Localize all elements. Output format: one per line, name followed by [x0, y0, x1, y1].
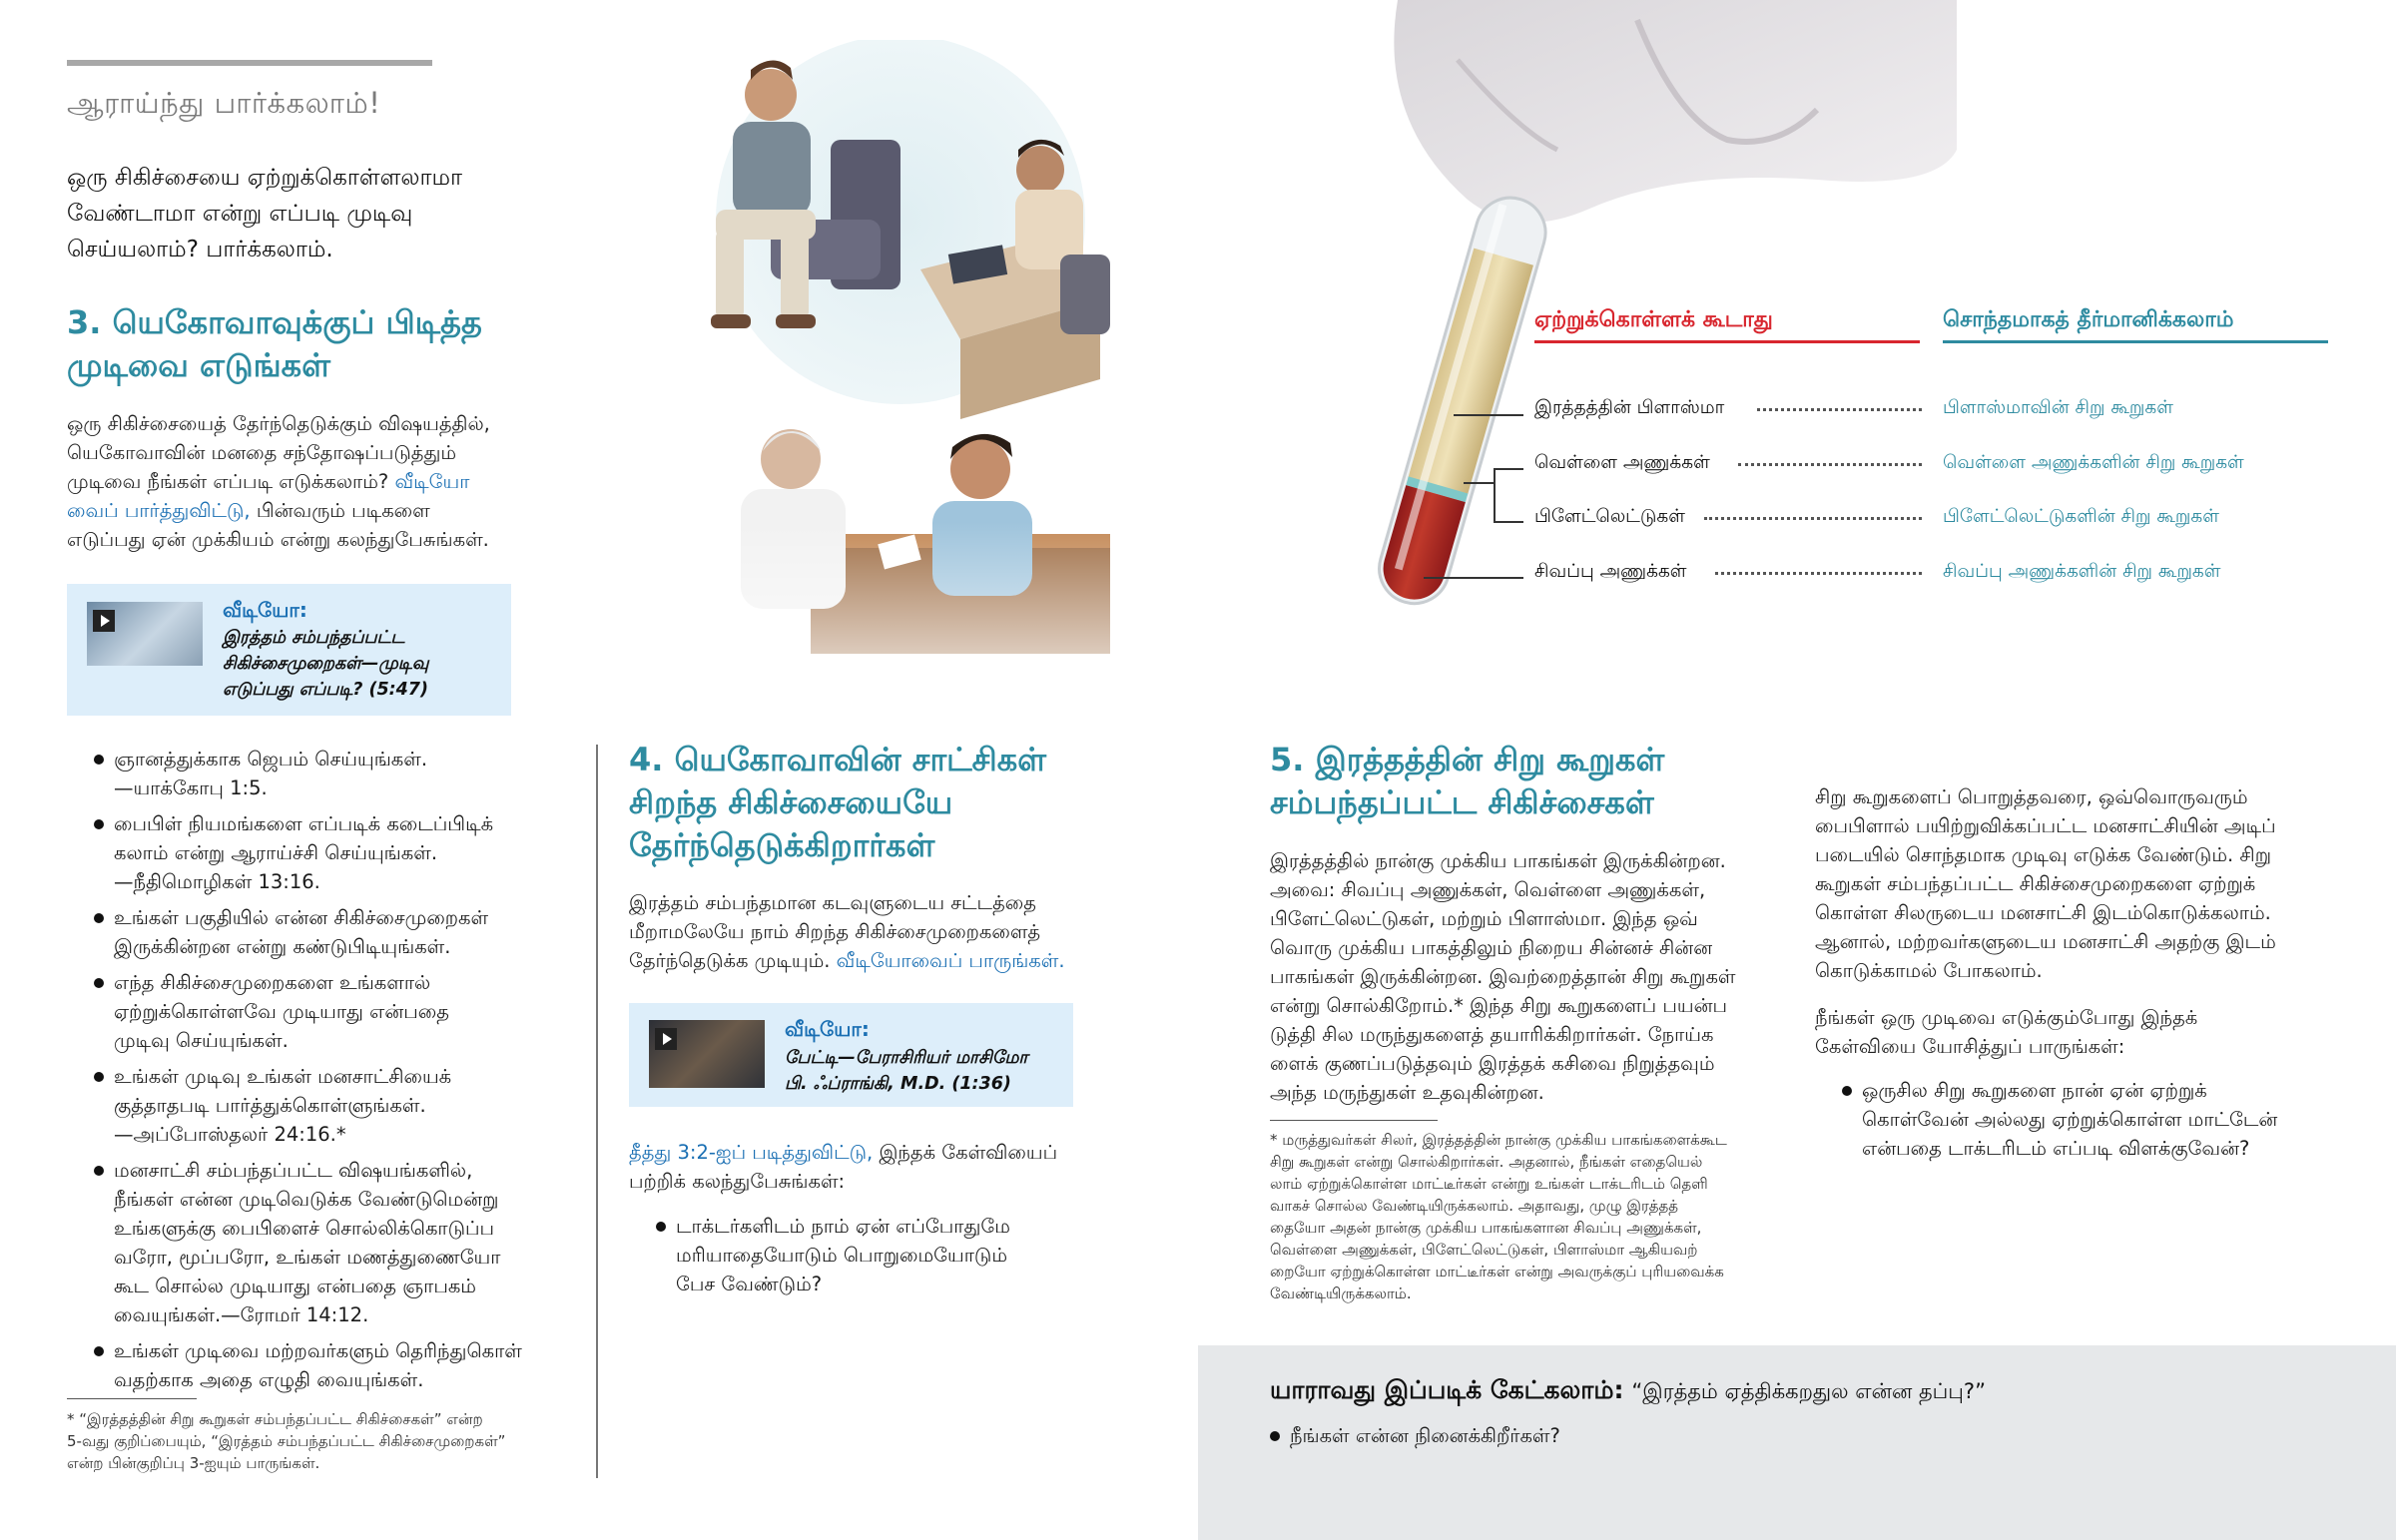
section-4-body: இரத்தம் சம்பந்தமான கடவுளுடைய சட்டத்தை மீறாமலேயே நாம் சிறந்த சிகிச்சைமுறைகளைத் தேர்ந்தெடுக்க முடியும். வீடியோவைப் பாருங்கள்.	[629, 891, 1065, 972]
section-5-prompt: நீங்கள் ஒரு முடிவை எடுக்கும்போது இந்தக் கேள்வியை யோசித்துப் பாருங்கள்:	[1815, 1006, 2198, 1058]
leader-dots	[1757, 408, 1922, 411]
chart-row-red-cells: சிவப்பு அணுக்கள் சிவப்பு அணுக்களின் சிறு கூறுகள்	[1534, 561, 2221, 582]
section-3-body: ஒரு சிகிச்சையைத் தேர்ந்தெடுக்கும் விஷயத்தில், யெகோவாவின் மனதை சந்தோஷப்படுத்தும் முடிவை நீங்கள் எப்படி எடுக்கலாம்? வீடியோ வைப் பார்த்துவிட்டு, பின்வரும் படிகளை எடுப்பது ஏன் முக்கியம் என்று கலந்துபேசுங்கள்.	[67, 412, 490, 551]
section-5-title-line: சம்பந்தப்பட்ட சிகிச்சைகள்	[1270, 783, 1654, 821]
step-item	[67, 903, 586, 961]
step-item	[67, 1156, 586, 1329]
section-3-title	[67, 301, 566, 387]
connector-line	[1494, 468, 1496, 522]
video-box-1[interactable]	[67, 584, 511, 716]
consultation-illustration	[621, 40, 1160, 729]
video-thumbnail[interactable]	[649, 1020, 765, 1088]
step-line: கூட சொல்ல முடியாது என்பதை ஞாபகம்	[114, 1275, 476, 1297]
video-title[interactable]: பேட்டி—பேராசிரியர் மாசிமோ பி. ஃப்ராங்கி, M.D. (1:36)	[785, 1048, 1028, 1094]
illustration-doctor-consultation	[621, 40, 1160, 729]
step-line: வையுங்கள்.—ரோமர் 14:12.	[114, 1303, 369, 1326]
step-item	[67, 809, 586, 896]
section-5-title	[1270, 739, 1829, 824]
chart-heading-not-acceptable: ஏற்றுக்கொள்ளக் கூடாது	[1534, 307, 1773, 332]
top-rule	[67, 60, 432, 66]
step-line: உங்கள் முடிவு உங்கள் மனசாட்சியைக்	[114, 1065, 452, 1088]
leader-dots	[1704, 517, 1922, 520]
connector-line	[1494, 468, 1523, 470]
step-line: பைபிள் நியமங்களை எப்படிக் கடைப்பிடிக்	[114, 812, 494, 835]
footnote-rule	[1270, 1120, 1438, 1121]
step-line: முடிவு செய்யுங்கள்.	[114, 1029, 289, 1052]
connector-line	[1454, 414, 1523, 416]
section-5-question	[1815, 1076, 2374, 1170]
intro-text: ஒரு சிகிச்சையை ஏற்றுக்கொள்ளலாமா வேண்டாமா என்று எப்படி முடிவு செய்யலாம்? பார்க்கலாம்.	[67, 165, 463, 262]
step-line: —அப்போஸ்தலர் 24:16.*	[114, 1123, 346, 1146]
step-line: ஏற்றுக்கொள்ளவே முடியாது என்பதை	[114, 1000, 449, 1023]
step-line: மனசாட்சி சம்பந்தப்பட்ட விஷயங்களில்,	[114, 1159, 473, 1182]
step-line: கலாம் என்று ஆராய்ச்சி செய்யுங்கள்.	[114, 841, 438, 864]
footnote-1: * “இரத்தத்தின் சிறு கூறுகள் சம்பந்தப்பட்ட சிகிச்சைகள்” என்ற 5-வது குறிப்பையும், “இரத்தம் சம்பந்தப்பட்ட சிகிச்சைமுறைகள்” என்ற பின்குறிப்பு 3-ஐயும் பாருங்கள்.	[67, 1410, 506, 1472]
video-box-2[interactable]	[629, 1003, 1073, 1107]
step-line: வரோ, மூப்பரோ, உங்கள் மணத்துணையோ	[114, 1246, 501, 1269]
list-item: ஒருசில சிறு கூறுகளை நான் ஏன் ஏற்றுக் கொள்வேன் அல்லது ஏற்றுக்கொள்ள மாட்டேன் என்பதை டாக்டரிடம் எப்படி விளக்குவேன்?	[1815, 1076, 2374, 1163]
section-4-title	[629, 739, 1128, 867]
list-item: நீங்கள் என்ன நினைக்கிறீர்கள்?	[1243, 1421, 1942, 1450]
section-4-title-line: தேர்ந்தெடுக்கிறார்கள்	[629, 826, 935, 864]
step-item	[67, 968, 586, 1055]
step-line: —யாக்கோபு 1:5.	[114, 776, 268, 799]
leader-dots	[1715, 572, 1922, 575]
play-icon[interactable]	[655, 1028, 677, 1050]
chart-heading-rule	[1534, 340, 1920, 343]
step-line: நீங்கள் என்ன முடிவெடுக்க வேண்டுமென்று	[114, 1188, 499, 1211]
step-item	[67, 1336, 586, 1394]
section-4-question	[629, 1212, 1148, 1305]
video-title[interactable]: இரத்தம் சம்பந்தப்பட்ட சிகிச்சைமுறைகள்—முடிவு எடுப்பது எப்படி? (5:47)	[223, 628, 429, 700]
connector-line	[1464, 482, 1494, 484]
someone-may-ask-question	[1243, 1421, 1942, 1457]
footnote-rule	[67, 1398, 197, 1399]
someone-may-ask-label: யாராவது இப்படிக் கேட்கலாம்:	[1270, 1375, 1624, 1404]
video-link[interactable]: வீடியோ	[394, 470, 470, 493]
chart-row-plasma: இரத்தத்தின் பிளாஸ்மா பிளாஸ்மாவின் சிறு கூறுகள்	[1534, 397, 2173, 418]
video-thumbnail[interactable]	[87, 602, 203, 666]
step-line: வதற்காக அதை எழுதி வையுங்கள்.	[114, 1368, 424, 1391]
step-line: —நீதிமொழிகள் 13:16.	[114, 870, 320, 893]
someone-may-ask-line	[1270, 1375, 1986, 1408]
someone-may-ask-quote: “இரத்தம் ஏத்திக்கறதுல என்ன தப்பு?”	[1631, 1379, 1986, 1403]
scripture-link[interactable]: தீத்து 3:2-ஐப் படித்துவிட்டு,	[629, 1141, 874, 1164]
column-divider	[596, 745, 598, 1478]
chart-row-white-cells: வெள்ளை அணுக்கள் வெள்ளை அணுக்களின் சிறு கூறுகள்	[1534, 452, 2244, 473]
section-5-right-text: சிறு கூறுகளைப் பொறுத்தவரை, ஒவ்வொருவரும் பைபிளால் பயிற்றுவிக்கப்பட்ட மனசாட்சியின் அடிப் படையில் சொந்தமாக முடிவு எடுக்க வேண்டும். சிறு கூறுகள் சம்பந்தப்பட்ட சிகிச்சைமுறைகளை ஏற்றுக் கொள்ள சிலருடைய மனசாட்சி இடம்கொடுக்கலாம். ஆனால், மற்றவர்களுடைய மனசாட்சி அதற்கு இடம் கொடுக்காமல் போகலாம்.	[1815, 785, 2276, 982]
section-4-title-line: சிறந்த சிகிச்சையையே	[629, 783, 953, 821]
step-line: இருக்கின்றன என்று கண்டுபிடியுங்கள்.	[114, 935, 451, 958]
section-4-read-prompt: தீத்து 3:2-ஐப் படித்துவிட்டு, இந்தக் கேள்வியைப் பற்றிக் கலந்துபேசுங்கள்:	[629, 1141, 1058, 1193]
explore-heading: ஆராய்ந்து பார்க்கலாம்!	[67, 86, 381, 120]
step-item	[67, 745, 586, 802]
chart-heading-personal-decision: சொந்தமாகத் தீர்மானிக்கலாம்	[1943, 307, 2234, 332]
section-4-title-line: 4. யெகோவாவின் சாட்சிகள்	[629, 741, 1047, 778]
someone-may-ask-box	[1198, 1345, 2396, 1540]
leader-dots	[1738, 463, 1922, 466]
step-line: உங்களுக்கு பைபிளைச் சொல்லிக்கொடுப்ப	[114, 1217, 495, 1240]
section-3-title-line: முடிவை எடுங்கள்	[67, 346, 330, 384]
section-5-title-line: 5. இரத்தத்தின் சிறு கூறுகள்	[1270, 741, 1665, 778]
section-5-body: இரத்தத்தில் நான்கு முக்கிய பாகங்கள் இருக்கின்றன. அவை: சிவப்பு அணுக்கள், வெள்ளை அணுக்கள், பிளேட்லெட்டுகள், மற்றும் பிளாஸ்மா. இந்த ஒவ் வொரு முக்கிய பாகத்திலும் நிறைய சின்னச் சின்ன பாகங்கள் இருக்கின்றன. இவற்றைத்தான் சிறு கூறுகள் என்று சொல்கிறோம்.* இந்த சிறு கூறுகளைப் பயன்ப டுத்தி சில மருந்துகளைத் தயாரிக்கிறார்கள். நோய்க ளைக் குணப்படுத்தவும் இரத்தக் கசிவை நிறுத்தவும் அந்த மருந்துகள் உதவுகின்றன.	[1270, 849, 1736, 1104]
section-3-title-line: 3. யெகோவாவுக்குப் பிடித்த	[67, 303, 482, 341]
steps-list	[67, 745, 586, 1401]
connector-line	[1494, 521, 1523, 523]
video-link[interactable]: வைப் பார்த்துவிட்டு,	[67, 499, 251, 522]
connector-line	[1424, 577, 1523, 579]
step-line: எந்த சிகிச்சைமுறைகளை உங்களால்	[114, 971, 431, 994]
step-line: உங்கள் முடிவை மற்றவர்களும் தெரிந்துகொள்	[114, 1339, 522, 1362]
footnote-2: * மருத்துவர்கள் சிலர், இரத்தத்தின் நான்கு முக்கிய பாகங்களைக்கூட சிறு கூறுகள் என்று சொல்கிறார்கள். அதனால், நீங்கள் எதையெல் லாம் ஏற்றுக்கொள்ள மாட்டீர்கள் என்று உங்கள் டாக்டரிடம் தெளி வாகச் சொல்ல வேண்டியிருக்கலாம். அதாவது, முழு இரத்தத் தையோ அதன் நான்கு முக்கிய பாகங்களான சிவப்பு அணுக்கள், வெள்ளை அணுக்கள், பிளேட்லெட்டுகள், பிளாஸ்மா ஆகியவற் றையோ ஏற்றுக்கொள்ள மாட்டீர்கள் என்று அவருக்குப் புரியவைக்க வேண்டியிருக்கலாம்.	[1270, 1131, 1727, 1302]
list-item: டாக்டர்களிடம் நாம் ஏன் எப்போதுமே மரியாதையோடும் பொறுமையோடும் பேச வேண்டும்?	[629, 1212, 1148, 1298]
chart-row-platelets: பிளேட்லெட்டுகள் பிளேட்லெட்டுகளின் சிறு கூறுகள்	[1534, 506, 2219, 527]
play-icon[interactable]	[93, 610, 115, 632]
video-label: வீடியோ:	[223, 598, 307, 622]
step-line: ஞானத்துக்காக ஜெபம் செய்யுங்கள்.	[114, 748, 428, 770]
watch-video-link[interactable]: வீடியோவைப் பாருங்கள்.	[836, 949, 1065, 972]
step-item	[67, 1062, 586, 1149]
step-line: உங்கள் பகுதியில் என்ன சிகிச்சைமுறைகள்	[114, 906, 489, 929]
step-line: குத்தாதபடி பார்த்துக்கொள்ளுங்கள்.	[114, 1094, 426, 1117]
video-label: வீடியோ:	[785, 1017, 870, 1041]
chart-heading-rule	[1943, 340, 2328, 343]
